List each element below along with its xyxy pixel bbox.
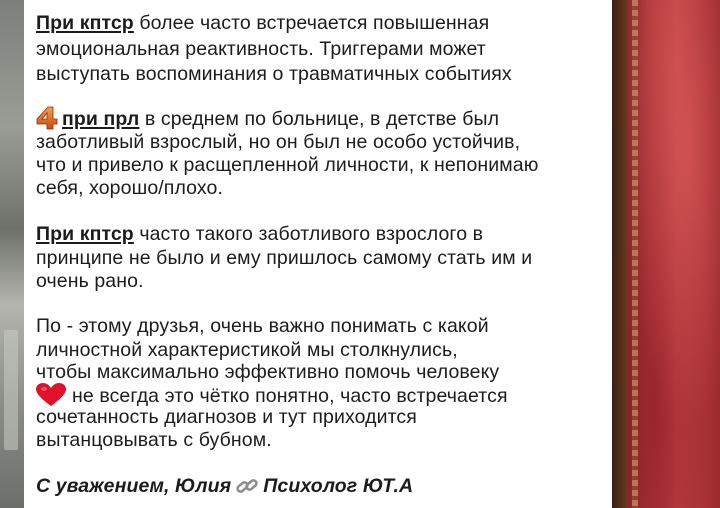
message-line [36,106,499,131]
message-bubble[interactable] [24,0,612,508]
link-icon [235,475,259,497]
signature [36,475,413,498]
red-heart-icon [36,383,66,407]
message-line [36,223,483,246]
highlight-term: при прл [62,108,140,130]
keycap-four-icon [36,106,58,130]
background-photo-left [0,0,24,508]
highlight-term: При кптср [36,12,134,34]
signature-name: С уважением, Юлия [36,475,232,497]
message-line: эмоциональная реактивность. Триггерами может [36,38,486,60]
message-line [36,12,489,35]
message-line: сочетанность диагнозов и тут приходится [36,406,417,428]
message-line: себя, хорошо/плохо. [36,177,223,199]
highlight-term: При кптср [36,223,134,245]
message-text: не всегда это чётко понятно, часто встречается [72,385,508,407]
background-photo-right [612,0,720,508]
message-line: вытанцовывать с бубном. [36,429,272,451]
signature-title: Психолог ЮТ.А [263,475,414,497]
message-line: очень рано. [36,270,144,292]
message-line: что и привело к расщепленной личности, к непонимаю [36,154,539,176]
message-line: принципе не было и ему пришлось самому стать им и [36,247,533,269]
message-text: часто такого заботливого взрослого в [133,223,484,245]
message-line: чтобы максимально эффективно помочь человеку [36,361,500,383]
message-line [36,383,508,408]
message-text: в среднем по больнице, в детстве был [139,108,500,130]
message-line: выступать воспоминания о травматичных событиях [36,63,512,85]
message-line: По - этому друзья, очень важно понимать с какой [36,315,489,337]
message-text: более часто встречается повышенная [133,12,490,34]
message-line: заботливый взрослый, но он был не особо устойчив, [36,131,521,153]
message-line: личностной характеристикой мы столкнулись, [36,339,458,361]
